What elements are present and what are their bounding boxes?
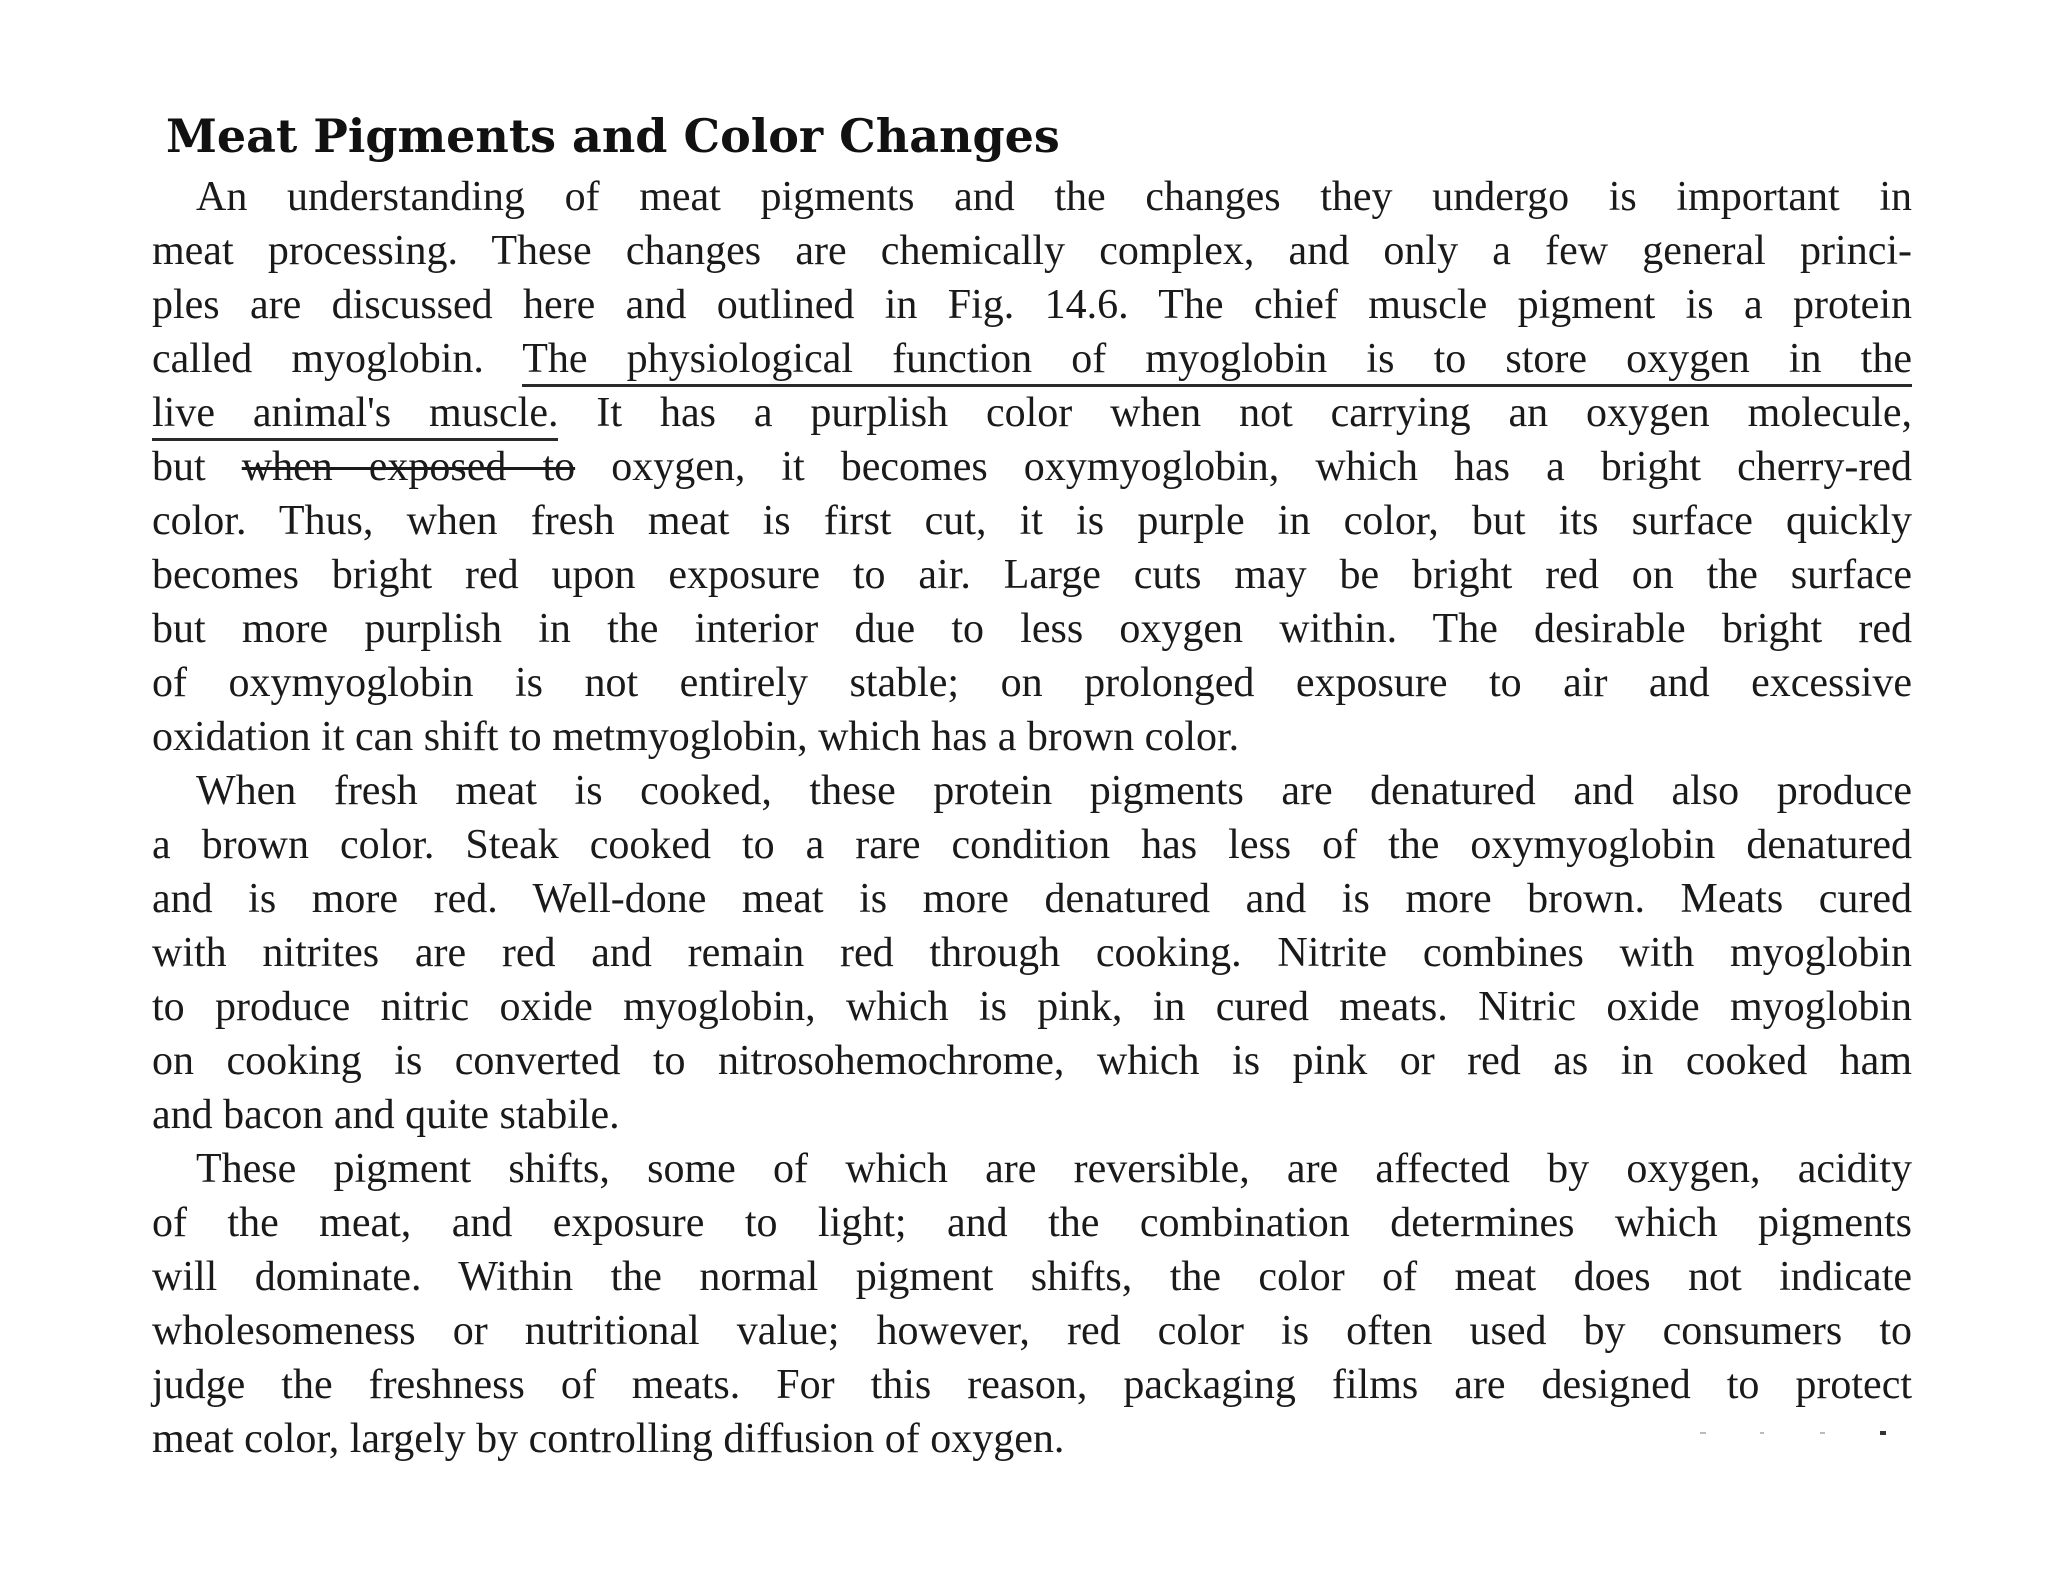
paragraph-line: with nitrites are red and remain red through cooking. Nitrite combines with myoglobin (152, 930, 1912, 976)
paragraph-line: but more purplish in the interior due to less oxygen within. The desirable bright red (152, 606, 1912, 652)
scan-speck (1880, 1431, 1886, 1435)
paragraph-line: and bacon and quite stabile. (152, 1092, 620, 1138)
paragraph-1 (152, 170, 1912, 764)
underlined-text: The physiological function of myoglobin is to store oxygen in the (522, 336, 1912, 387)
scan-speck (1760, 1432, 1764, 1434)
paragraph-line: color. Thus, when fresh meat is first cut, it is purple in color, but its surface quickly (152, 498, 1912, 544)
paragraph-line: ples are discussed here and outlined in Fig. 14.6. The chief muscle pigment is a protein (152, 282, 1912, 328)
underlined-text: live animal's muscle. (152, 390, 558, 441)
paragraph-line (152, 386, 1912, 440)
paragraph-line: will dominate. Within the normal pigment shifts, the color of meat does not indicate (152, 1254, 1912, 1300)
text-run: but (152, 444, 206, 490)
paragraph-3 (152, 1142, 1912, 1466)
paragraph-line (152, 440, 1912, 494)
paragraph-line (152, 332, 1912, 386)
paragraph-line: judge the freshness of meats. For this reason, packaging films are designed to protect (152, 1362, 1912, 1408)
paragraph-line: When fresh meat is cooked, these protein pigments are denatured and also produce (196, 768, 1912, 814)
scan-speck (1700, 1432, 1706, 1434)
scan-speck (1820, 1432, 1825, 1434)
struck-text: when exposed to (241, 444, 576, 490)
paragraph-line: oxidation it can shift to metmyoglobin, which has a brown color. (152, 714, 1240, 760)
paragraph-line: to produce nitric oxide myoglobin, which is pink, in cured meats. Nitric oxide myoglobin (152, 984, 1912, 1030)
paragraph-line: a brown color. Steak cooked to a rare condition has less of the oxymyoglobin denatured (152, 822, 1912, 868)
paragraph-line: These pigment shifts, some of which are reversible, are affected by oxygen, acidity (196, 1146, 1912, 1192)
text-run: It has a purplish color when not carrying an oxygen molecule, (596, 390, 1913, 436)
paragraph-line: becomes bright red upon exposure to air. Large cuts may be bright red on the surface (152, 552, 1912, 598)
paragraph-2 (152, 764, 1912, 1142)
text-run: oxygen, it becomes oxymyoglobin, which has a bright cherry-red (611, 444, 1913, 490)
text-run: called myoglobin. (152, 336, 484, 382)
paragraph-line: wholesomeness or nutritional value; however, red color is often used by consumers to (152, 1308, 1912, 1354)
section-heading: Meat Pigments and Color Changes (166, 109, 1060, 163)
paragraph-line: meat color, largely by controlling diffusion of oxygen. (152, 1416, 1065, 1462)
paragraph-line: An understanding of meat pigments and the changes they undergo is important in (196, 174, 1912, 220)
paragraph-line: of oxymyoglobin is not entirely stable; on prolonged exposure to air and excessive (152, 660, 1912, 706)
paragraph-line: and is more red. Well-done meat is more denatured and is more brown. Meats cured (152, 876, 1912, 922)
paragraph-line: meat processing. These changes are chemically complex, and only a few general princi- (152, 228, 1912, 274)
scan-specks (1700, 1430, 1900, 1438)
paragraph-line: on cooking is converted to nitrosohemochrome, which is pink or red as in cooked ham (152, 1038, 1912, 1084)
paragraph-line: of the meat, and exposure to light; and the combination determines which pigments (152, 1200, 1912, 1246)
